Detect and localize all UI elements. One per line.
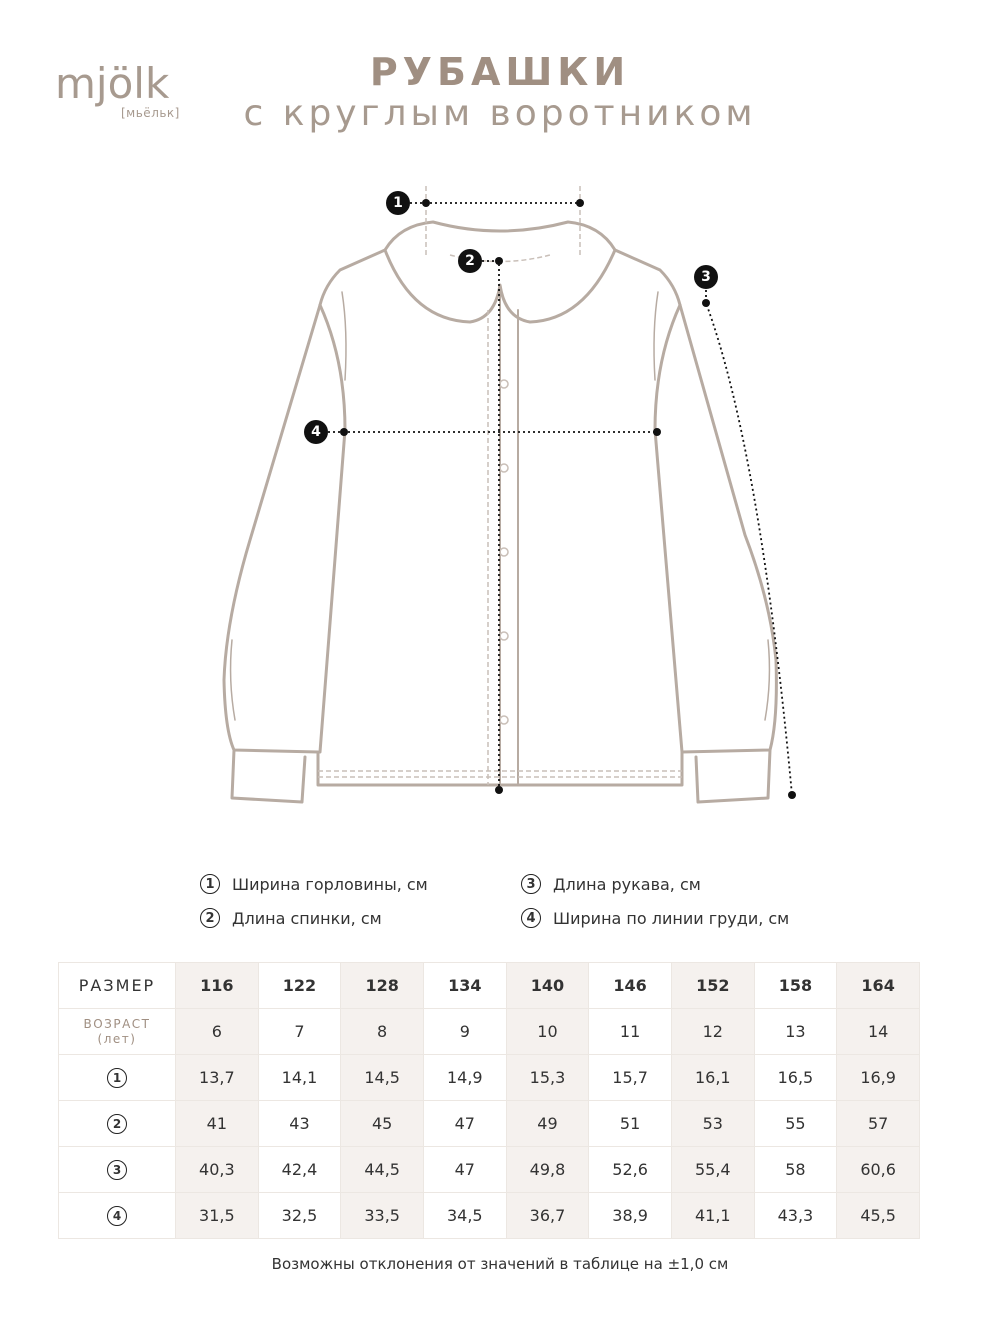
size-cell: 128 <box>341 963 424 1009</box>
row-number-cell <box>59 1147 176 1193</box>
page-heading <box>0 50 1000 134</box>
value-cell: 47 <box>423 1101 506 1147</box>
value-cell: 45,5 <box>837 1193 920 1239</box>
legend-number: 1 <box>200 874 220 894</box>
size-cell: 158 <box>754 963 837 1009</box>
value-cell: 47 <box>423 1147 506 1193</box>
value-cell: 49,8 <box>506 1147 589 1193</box>
legend-number: 4 <box>521 908 541 928</box>
legend-item <box>521 908 789 928</box>
value-cell: 16,1 <box>671 1055 754 1101</box>
value-cell: 13,7 <box>176 1055 259 1101</box>
size-header-label: РАЗМЕР <box>59 963 176 1009</box>
value-cell: 40,3 <box>176 1147 259 1193</box>
measure-endpoint <box>422 199 430 207</box>
age-cell: 13 <box>754 1009 837 1055</box>
size-cell: 134 <box>423 963 506 1009</box>
row-number-cell <box>59 1193 176 1239</box>
value-cell: 15,3 <box>506 1055 589 1101</box>
page-subtitle: с круглым воротником <box>243 93 757 134</box>
age-cell: 8 <box>341 1009 424 1055</box>
value-cell: 53 <box>671 1101 754 1147</box>
age-cell: 9 <box>423 1009 506 1055</box>
size-cell: 116 <box>176 963 259 1009</box>
measure-endpoint <box>495 257 503 265</box>
shirt-outline-drawing <box>0 170 1000 830</box>
marker-badge-sleeve: 3 <box>694 265 718 289</box>
shirt-button <box>500 716 508 724</box>
value-cell: 16,9 <box>837 1055 920 1101</box>
table-row <box>59 1101 920 1147</box>
value-cell: 52,6 <box>589 1147 672 1193</box>
size-table <box>58 962 920 1239</box>
marker-badge-chest: 4 <box>304 420 328 444</box>
age-cell: 10 <box>506 1009 589 1055</box>
value-cell: 31,5 <box>176 1193 259 1239</box>
value-cell: 42,4 <box>258 1147 341 1193</box>
value-cell: 38,9 <box>589 1193 672 1239</box>
row-number: 2 <box>107 1114 127 1134</box>
value-cell: 58 <box>754 1147 837 1193</box>
age-cell: 6 <box>176 1009 259 1055</box>
value-cell: 14,1 <box>258 1055 341 1101</box>
table-row <box>59 1009 920 1055</box>
legend-label: Ширина по линии груди, см <box>553 908 790 928</box>
value-cell: 45 <box>341 1101 424 1147</box>
marker-badge-back: 2 <box>458 249 482 273</box>
legend-label: Длина рукава, см <box>553 874 701 894</box>
tolerance-note: Возможны отклонения от значений в таблице на ±1,0 см <box>271 1255 729 1273</box>
measure-endpoint <box>653 428 661 436</box>
size-cell: 152 <box>671 963 754 1009</box>
value-cell: 34,5 <box>423 1193 506 1239</box>
value-cell: 32,5 <box>258 1193 341 1239</box>
measure-endpoint <box>340 428 348 436</box>
value-cell: 60,6 <box>837 1147 920 1193</box>
legend-number: 3 <box>521 874 541 894</box>
row-number: 4 <box>107 1206 127 1226</box>
measure-endpoint <box>788 791 796 799</box>
age-header-unit: (лет) <box>97 1031 137 1046</box>
value-cell: 43,3 <box>754 1193 837 1239</box>
legend-item <box>200 874 428 894</box>
legend-label: Длина спинки, см <box>232 908 382 928</box>
value-cell: 55,4 <box>671 1147 754 1193</box>
left-cuff <box>232 750 305 802</box>
age-header-label: ВОЗРАСТ <box>83 1016 151 1031</box>
value-cell: 14,9 <box>423 1055 506 1101</box>
page-title: РУБАШКИ <box>369 50 631 94</box>
value-cell: 15,7 <box>589 1055 672 1101</box>
row-number: 1 <box>107 1068 127 1088</box>
table-row <box>59 1055 920 1101</box>
size-cell: 146 <box>589 963 672 1009</box>
size-cell: 140 <box>506 963 589 1009</box>
measure-endpoint <box>576 199 584 207</box>
size-cell: 164 <box>837 963 920 1009</box>
legend-item <box>200 908 382 928</box>
table-row <box>59 1193 920 1239</box>
legend-label: Ширина горловины, см <box>232 874 428 894</box>
value-cell: 57 <box>837 1101 920 1147</box>
measure-line-back <box>482 261 499 790</box>
shirt-button <box>500 548 508 556</box>
value-cell: 33,5 <box>341 1193 424 1239</box>
value-cell: 49 <box>506 1101 589 1147</box>
value-cell: 41 <box>176 1101 259 1147</box>
row-number-cell <box>59 1101 176 1147</box>
value-cell: 44,5 <box>341 1147 424 1193</box>
shirt-button <box>500 632 508 640</box>
legend-number: 2 <box>200 908 220 928</box>
age-cell: 11 <box>589 1009 672 1055</box>
age-cell: 7 <box>258 1009 341 1055</box>
table-row <box>59 1147 920 1193</box>
age-cell: 14 <box>837 1009 920 1055</box>
logo-wordmark: mjölk <box>55 59 170 108</box>
size-cell: 122 <box>258 963 341 1009</box>
measure-endpoint <box>495 786 503 794</box>
right-cuff <box>696 750 770 802</box>
shirt-button <box>500 464 508 472</box>
measure-endpoint <box>702 299 710 307</box>
shirt-button <box>500 380 508 388</box>
value-cell: 16,5 <box>754 1055 837 1101</box>
value-cell: 43 <box>258 1101 341 1147</box>
row-number: 3 <box>107 1160 127 1180</box>
value-cell: 41,1 <box>671 1193 754 1239</box>
age-cell: 12 <box>671 1009 754 1055</box>
shirt-diagram <box>0 170 1000 830</box>
age-header-cell <box>59 1009 176 1055</box>
row-number-cell <box>59 1055 176 1101</box>
logo-transcription: [мьёльк] <box>121 106 180 120</box>
value-cell: 14,5 <box>341 1055 424 1101</box>
value-cell: 55 <box>754 1101 837 1147</box>
value-cell: 36,7 <box>506 1193 589 1239</box>
value-cell: 51 <box>589 1101 672 1147</box>
marker-badge-neck: 1 <box>386 191 410 215</box>
table-row <box>59 963 920 1009</box>
legend-item <box>521 874 701 894</box>
